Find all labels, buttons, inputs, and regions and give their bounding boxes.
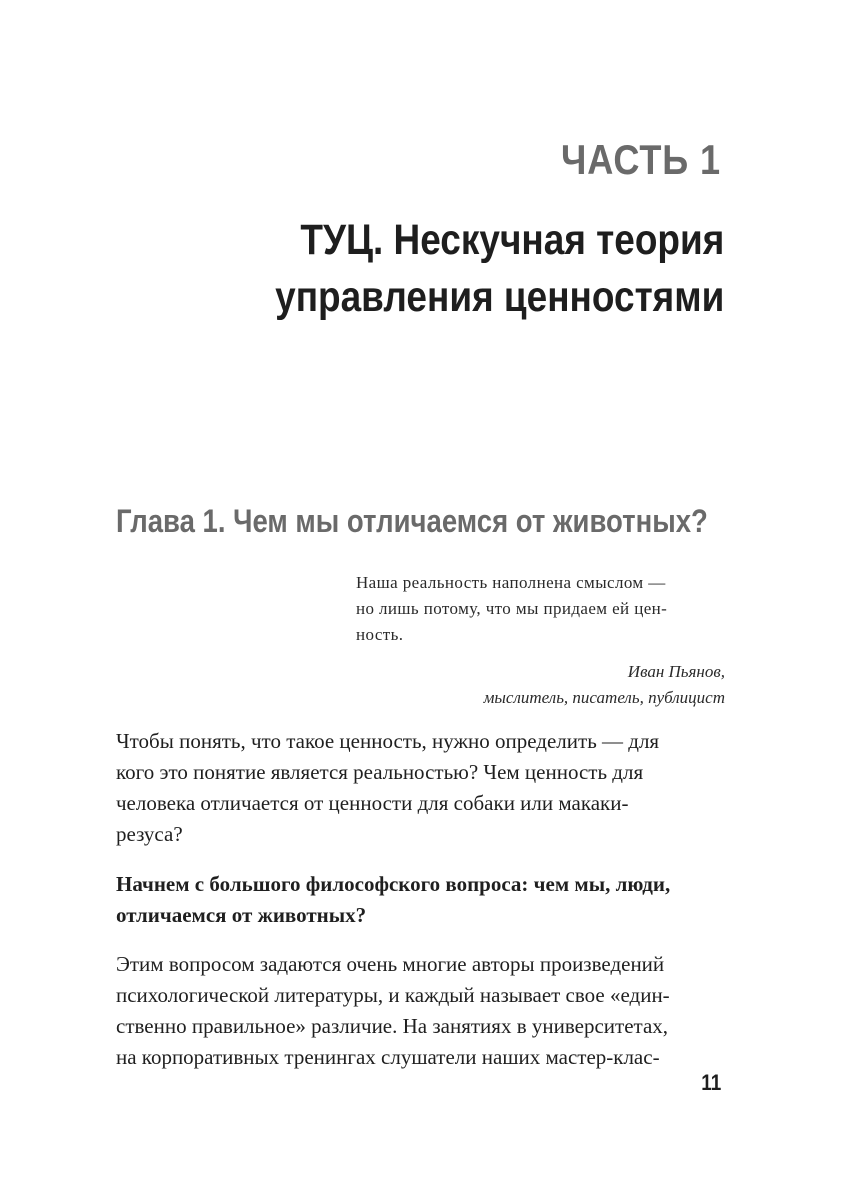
page-number: 11 bbox=[700, 1070, 721, 1095]
paragraph-discussion bbox=[116, 949, 728, 1073]
text-line: кого это понятие является реальностью? Чем ценность для bbox=[116, 760, 644, 784]
text-line: отличаемся от животных? bbox=[116, 903, 367, 927]
part-title bbox=[275, 212, 724, 326]
part-title-line: управления ценностями bbox=[274, 273, 724, 321]
body-text bbox=[116, 726, 728, 1073]
epigraph-quote-line: ность. bbox=[356, 625, 404, 644]
text-line: Этим вопросом задаются очень многие авторы произведений bbox=[116, 952, 665, 976]
part-label: ЧАСТЬ 1 bbox=[561, 136, 721, 183]
epigraph-author: Иван Пьянов, bbox=[627, 662, 725, 681]
paragraph-question bbox=[116, 869, 728, 931]
epigraph-author-role: мыслитель, писатель, публицист bbox=[483, 688, 725, 707]
chapter-title: Глава 1. Чем мы отличаемся от животных? bbox=[116, 503, 708, 539]
epigraph-quote bbox=[356, 570, 728, 648]
text-line: на корпоративных тренингах слушатели наших мастер-клас- bbox=[116, 1045, 660, 1069]
epigraph bbox=[356, 570, 728, 711]
epigraph-quote-line: Наша реальность наполнена смыслом — bbox=[356, 573, 666, 592]
text-line: Начнем с большого философского вопроса: чем мы, люди, bbox=[116, 872, 671, 896]
epigraph-attribution bbox=[356, 659, 728, 711]
text-line: человека отличается от ценности для собаки или макаки- bbox=[116, 791, 629, 815]
epigraph-quote-line: но лишь потому, что мы придаем ей цен- bbox=[356, 599, 668, 618]
part-title-line: ТУЦ. Нескучная теория bbox=[300, 216, 724, 264]
paragraph-intro bbox=[116, 726, 728, 850]
text-line: резуса? bbox=[116, 822, 183, 846]
text-line: психологической литературы, и каждый называет свое «един- bbox=[116, 983, 670, 1007]
text-line: Чтобы понять, что такое ценность, нужно определить — для bbox=[116, 729, 660, 753]
text-line: ственно правильное» различие. На занятиях в университетах, bbox=[116, 1014, 669, 1038]
